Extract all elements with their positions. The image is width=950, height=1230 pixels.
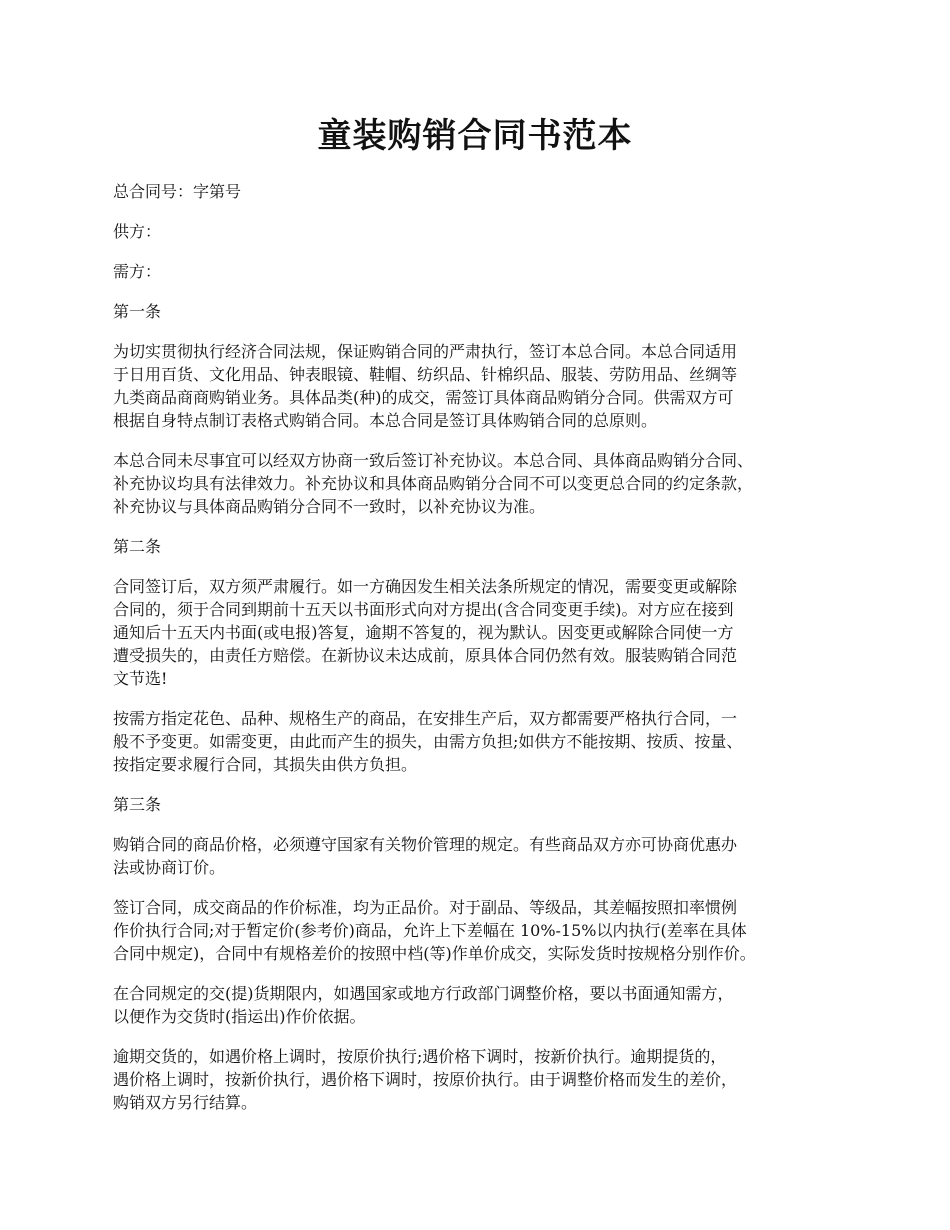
article-heading: 第二条	[113, 537, 162, 556]
body-paragraph: 本总合同未尽事宜可以经双方协商一致后签订补充协议。本总合同、具体商品购销分合同、 补充协议均具有法律效力。补充协议和具体商品购销分合同不可以变更总合同的约定条款， 补充协议与具体商品购销分合同不一致时，以补充协议为准。	[113, 451, 754, 516]
article-heading: 第一条	[113, 302, 162, 321]
document-body	[113, 180, 851, 1131]
body-paragraph: 购销合同的商品价格，必须遵守国家有关物价管理的规定。有些商品双方亦可协商优惠办 法或协商订价。	[113, 835, 738, 877]
buyer-line: 需方：	[113, 262, 162, 281]
supplier-line: 供方：	[113, 222, 162, 241]
body-paragraph: 签订合同，成交商品的作价标准，均为正品价。对于副品、等级品，其差幅按照扣率惯例 作价执行合同;对于暂定价(参考价)商品，允许上下差幅在 10%-15%以内执行(差率在具体 合同中规定)，合同中有规格差价的按照中档(等)作单价成交，实际发货时按规格分别作价。	[113, 898, 756, 963]
body-paragraph: 按需方指定花色、品种、规格生产的商品，在安排生产后，双方都需要严格执行合同，一 般不予变更。如需变更，由此而产生的损失，由需方负担;如供方不能按期、按质、按量、 按指定要求履行合同，其损失由供方负担。	[113, 709, 743, 774]
article-heading: 第三条	[113, 795, 162, 814]
body-paragraph: 在合同规定的交(提)货期限内，如遇国家或地方行政部门调整价格，要以书面通知需方， 以便作为交货时(指运出)作价依据。	[113, 984, 734, 1026]
body-paragraph: 合同签订后，双方须严肃履行。如一方确因发生相关法条所规定的情况，需要变更或解除 合同的，须于合同到期前十五天以书面形式向对方提出(含合同变更手续)。对方应在接到 通知后十五天内书面(或电报)答复，逾期不答复的，视为默认。因变更或解除合同使一方 遭受损失的，由责任方赔偿。在新协议未达成前，原具体合同仍然有效。服装购销合同范 文节选!	[113, 577, 738, 688]
document-title: 童装购销合同书范本	[317, 116, 633, 156]
body-paragraph: 逾期交货的，如遇价格上调时，按原价执行;遇价格下调时，按新价执行。逾期提货的， 遇价格上调时，按新价执行，遇价格下调时，按原价执行。由于调整价格而发生的差价， 购销双方另行结算。	[113, 1047, 738, 1112]
body-paragraph: 为切实贯彻执行经济合同法规，保证购销合同的严肃执行，签订本总合同。本总合同适用 于日用百货、文化用品、钟表眼镜、鞋帽、纺织品、针棉织品、服装、劳防用品、丝绸等 九类商品商商购销业务。具体品类(种)的成交，需签订具体商品购销分合同。供需双方可 根据自身特点制订表格式购销合同。本总合同是签订具体购销合同的总原则。	[113, 342, 738, 430]
contract-number-line: 总合同号：字第号	[113, 182, 242, 201]
